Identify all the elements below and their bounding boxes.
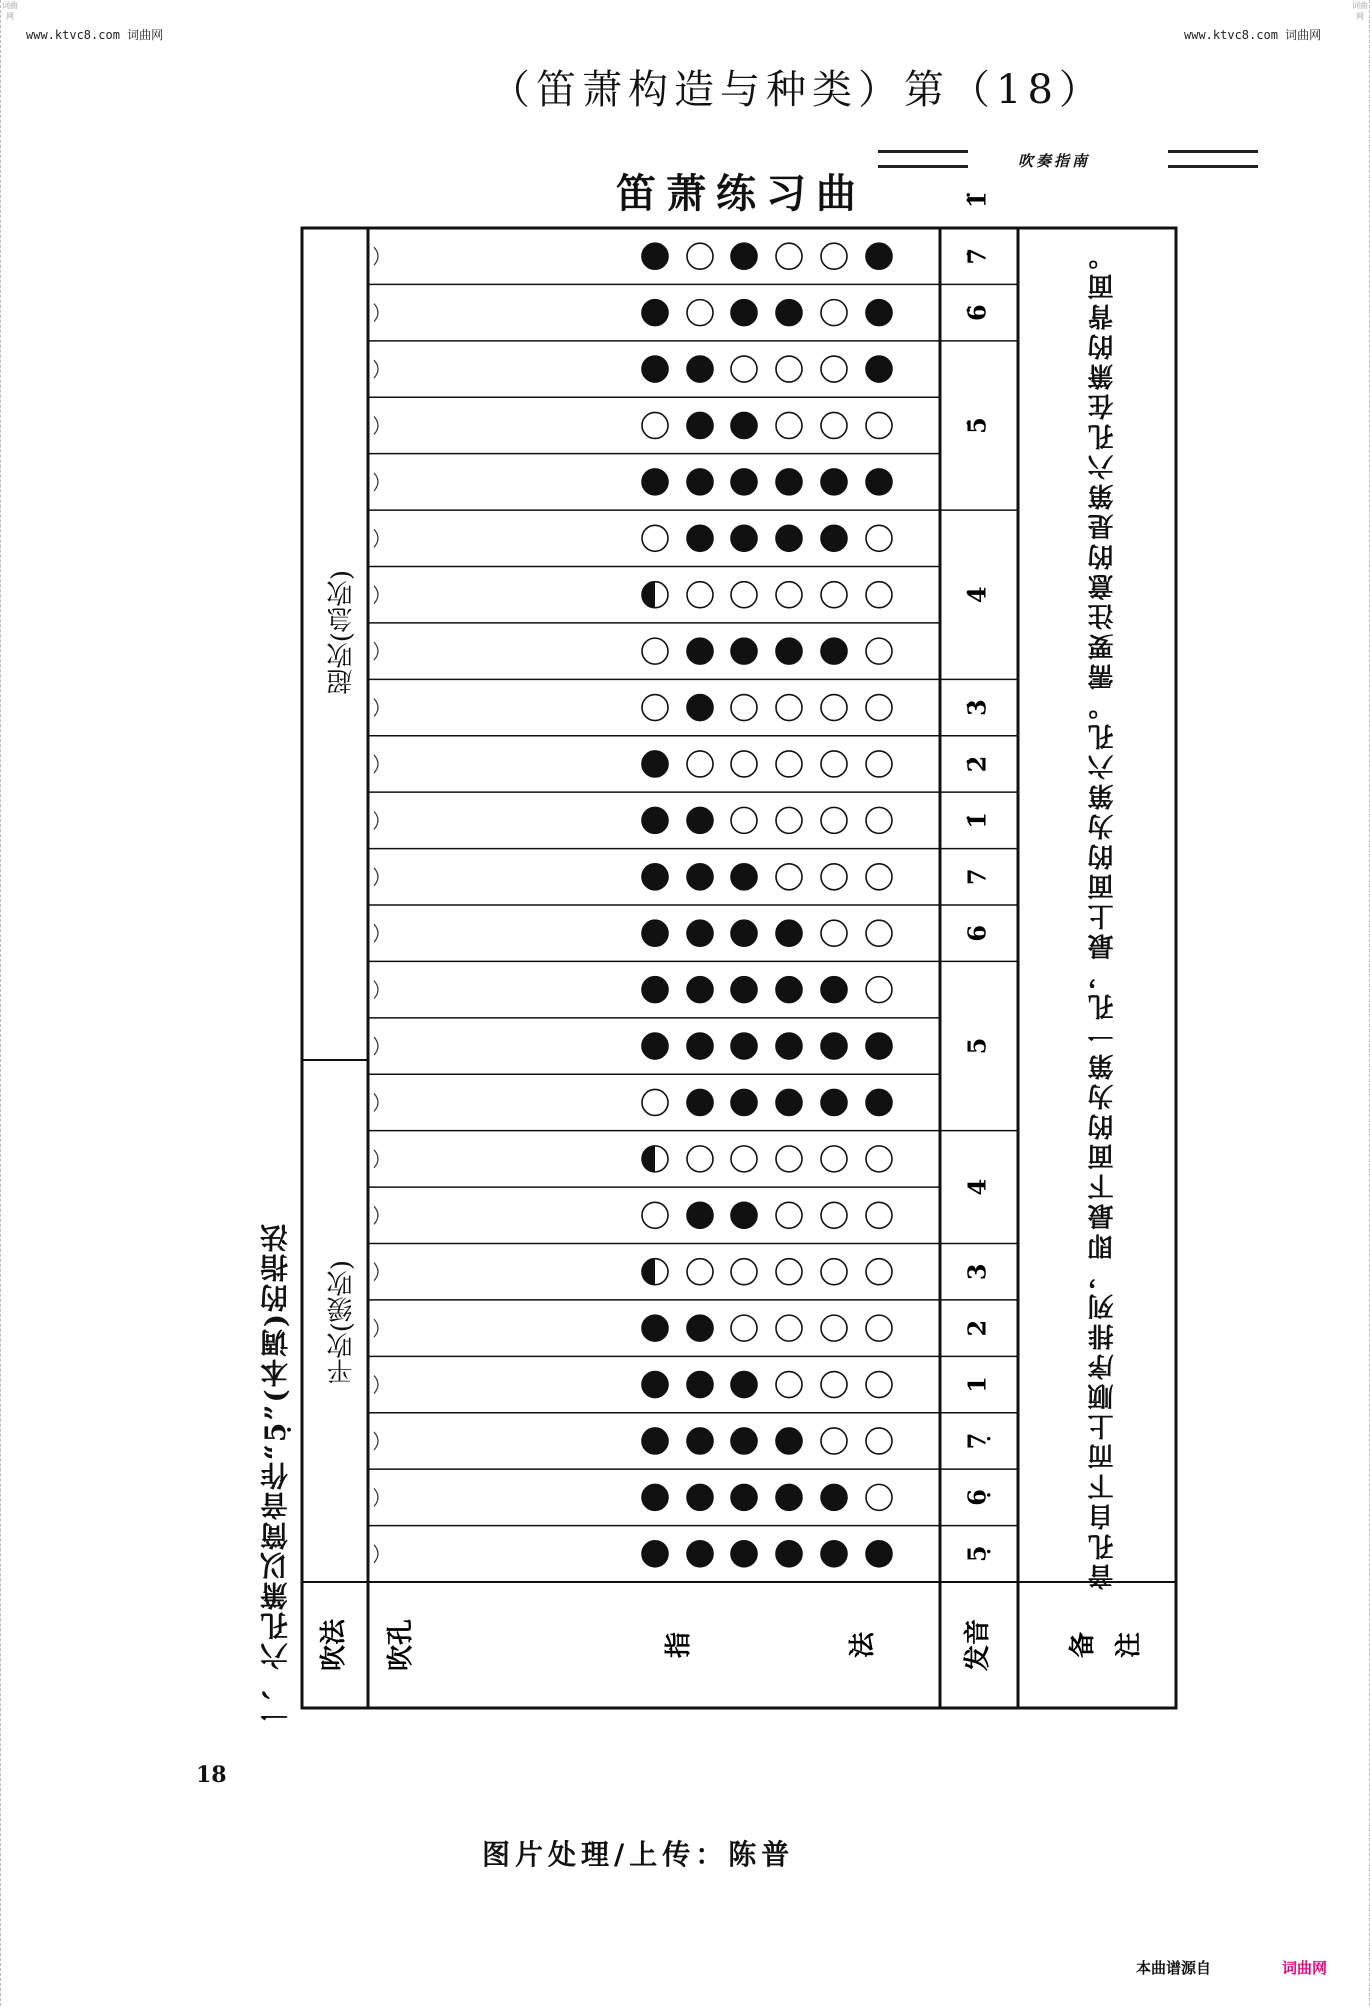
hole-closed bbox=[776, 525, 802, 551]
site-watermark-right: www.ktvc8.com 词曲网 bbox=[1184, 28, 1322, 42]
pitch-label: 5̇ bbox=[962, 417, 992, 434]
section-heading: 笛萧练习曲 bbox=[616, 170, 866, 217]
hole-closed bbox=[687, 977, 713, 1003]
hole-closed bbox=[866, 300, 892, 326]
page-title: （笛萧构造与种类）第（18） bbox=[490, 67, 1105, 113]
hole-closed bbox=[687, 695, 713, 721]
hole-open bbox=[866, 1372, 892, 1398]
hole-open bbox=[731, 807, 757, 833]
pitch-label: 3 bbox=[962, 1263, 992, 1281]
header-pitch: 发音 bbox=[963, 1618, 993, 1672]
hole-closed bbox=[821, 638, 847, 664]
pitch-label: 1̈ bbox=[962, 191, 992, 209]
hole-half-fill bbox=[642, 582, 655, 608]
hole-open bbox=[642, 1089, 668, 1115]
hole-open bbox=[866, 412, 892, 438]
hole-closed bbox=[642, 1033, 668, 1059]
hole-open bbox=[776, 695, 802, 721]
blow-hole-mark bbox=[374, 529, 378, 547]
blow-hole-mark bbox=[374, 868, 378, 886]
hole-closed bbox=[731, 525, 757, 551]
hole-closed bbox=[687, 1372, 713, 1398]
hole-closed bbox=[731, 864, 757, 890]
hole-closed bbox=[642, 356, 668, 382]
hole-closed bbox=[687, 356, 713, 382]
hole-open bbox=[731, 1146, 757, 1172]
pitch-label: 5 bbox=[962, 1037, 992, 1055]
hole-open bbox=[731, 582, 757, 608]
hole-open bbox=[866, 1428, 892, 1454]
hole-closed bbox=[642, 469, 668, 495]
hole-closed bbox=[866, 469, 892, 495]
hole-open bbox=[821, 1315, 847, 1341]
pitch-label: 1̇ bbox=[962, 812, 992, 829]
hole-closed bbox=[731, 1484, 757, 1510]
hole-open bbox=[731, 751, 757, 777]
pitch-label: 2̇ bbox=[962, 755, 992, 773]
blow-hole-mark bbox=[374, 473, 378, 491]
hole-closed bbox=[731, 243, 757, 269]
hole-open bbox=[866, 864, 892, 890]
blow-hole-mark bbox=[374, 642, 378, 660]
hole-closed bbox=[866, 356, 892, 382]
blow-hole-mark bbox=[374, 1545, 378, 1563]
header-hole: 吹孔 bbox=[386, 1618, 416, 1672]
hole-open bbox=[866, 807, 892, 833]
hole-half-fill bbox=[642, 1146, 655, 1172]
hole-open bbox=[866, 582, 892, 608]
hole-closed bbox=[821, 469, 847, 495]
header-fingering-a: 指 bbox=[664, 1631, 694, 1659]
pitch-label: 5̣ bbox=[962, 1545, 992, 1563]
hole-open bbox=[687, 243, 713, 269]
hole-closed bbox=[866, 1089, 892, 1115]
hole-open bbox=[866, 638, 892, 664]
hole-closed bbox=[642, 977, 668, 1003]
hole-closed bbox=[776, 1428, 802, 1454]
header-remark-b: 注 bbox=[1114, 1631, 1144, 1659]
pitch-label: 2 bbox=[962, 1319, 992, 1337]
blow-hole-mark bbox=[374, 811, 378, 829]
hole-open bbox=[776, 412, 802, 438]
pitch-label: 3̇ bbox=[962, 699, 992, 716]
pitch-label: 1 bbox=[962, 1376, 992, 1393]
hole-open bbox=[821, 1146, 847, 1172]
hole-closed bbox=[731, 1089, 757, 1115]
hole-closed bbox=[687, 807, 713, 833]
hole-open bbox=[866, 977, 892, 1003]
hole-open bbox=[687, 300, 713, 326]
pitch-label: 7̣ bbox=[962, 1432, 992, 1450]
hole-closed bbox=[642, 864, 668, 890]
hole-open bbox=[821, 300, 847, 326]
hole-open bbox=[821, 1259, 847, 1285]
hole-closed bbox=[687, 1428, 713, 1454]
hole-closed bbox=[642, 751, 668, 777]
hole-closed bbox=[642, 807, 668, 833]
header-fingering-b: 法 bbox=[848, 1631, 878, 1659]
hole-closed bbox=[731, 1541, 757, 1567]
hole-closed bbox=[687, 412, 713, 438]
hole-closed bbox=[731, 300, 757, 326]
hole-open bbox=[776, 356, 802, 382]
hole-closed bbox=[821, 1541, 847, 1567]
blow-hole-mark bbox=[374, 1093, 378, 1111]
hole-closed bbox=[687, 1541, 713, 1567]
hole-open bbox=[776, 751, 802, 777]
hole-closed bbox=[821, 1033, 847, 1059]
group-label-normal: 平吹(缓吹) bbox=[327, 1260, 357, 1385]
pitch-label: 7 bbox=[962, 868, 992, 886]
hole-open bbox=[821, 243, 847, 269]
hole-closed bbox=[821, 525, 847, 551]
hole-closed bbox=[642, 920, 668, 946]
hole-closed bbox=[776, 977, 802, 1003]
hole-closed bbox=[731, 920, 757, 946]
source-label: 本曲谱源自 bbox=[1136, 1959, 1212, 1977]
hole-open bbox=[776, 807, 802, 833]
blow-hole-mark bbox=[374, 247, 378, 265]
hole-closed bbox=[687, 1202, 713, 1228]
site-watermark-left: www.ktvc8.com 词曲网 bbox=[26, 28, 164, 42]
pitch-label: 6̣ bbox=[962, 1489, 992, 1506]
hole-open bbox=[821, 695, 847, 721]
hole-open bbox=[821, 412, 847, 438]
hole-closed bbox=[866, 1541, 892, 1567]
credit-line: 图片处理/上传：陈普 bbox=[482, 1838, 795, 1871]
hole-closed bbox=[776, 1541, 802, 1567]
blow-hole-mark bbox=[374, 1150, 378, 1168]
hole-open bbox=[687, 582, 713, 608]
hole-open bbox=[821, 1428, 847, 1454]
hole-open bbox=[776, 1372, 802, 1398]
pitch-label: 4 bbox=[962, 1178, 992, 1196]
hole-open bbox=[866, 751, 892, 777]
pitch-label: 6̇ bbox=[962, 304, 992, 321]
hole-closed bbox=[776, 1089, 802, 1115]
hole-open bbox=[642, 412, 668, 438]
remark-text: 音孔自下而上顺序排列，即最下面的为第一孔，最上面的为第六孔。需要注意的是第六孔在箫的背面。 bbox=[1088, 240, 1118, 1590]
edge-watermark-text: 词曲网 bbox=[2, 1, 18, 21]
hole-closed bbox=[776, 920, 802, 946]
hole-closed bbox=[731, 977, 757, 1003]
hole-open bbox=[866, 1259, 892, 1285]
blow-hole-mark bbox=[374, 1488, 378, 1506]
hole-open bbox=[821, 920, 847, 946]
blow-hole-mark bbox=[374, 1432, 378, 1450]
blow-hole-mark bbox=[374, 1263, 378, 1281]
blow-hole-mark bbox=[374, 360, 378, 378]
hole-closed bbox=[866, 243, 892, 269]
blow-hole-mark bbox=[374, 755, 378, 773]
hole-half-fill bbox=[642, 1259, 655, 1285]
hole-closed bbox=[687, 864, 713, 890]
hole-open bbox=[687, 751, 713, 777]
hole-closed bbox=[687, 1315, 713, 1341]
hole-closed bbox=[776, 469, 802, 495]
hole-open bbox=[866, 695, 892, 721]
hole-closed bbox=[731, 1372, 757, 1398]
hole-open bbox=[821, 582, 847, 608]
header-remark-a: 备 bbox=[1068, 1631, 1098, 1659]
hole-closed bbox=[866, 1033, 892, 1059]
hole-open bbox=[642, 695, 668, 721]
hole-closed bbox=[776, 300, 802, 326]
hole-closed bbox=[642, 1315, 668, 1341]
blow-hole-mark bbox=[374, 304, 378, 322]
side-caption: 一、六孔箫以筒音作“5̣”(本调)的指法 bbox=[259, 1222, 292, 1731]
source-site-link[interactable]: 词曲网 bbox=[1282, 1959, 1328, 1977]
hole-open bbox=[687, 1146, 713, 1172]
hole-open bbox=[642, 1202, 668, 1228]
hole-open bbox=[821, 356, 847, 382]
hole-closed bbox=[821, 977, 847, 1003]
hole-open bbox=[642, 638, 668, 664]
hole-closed bbox=[821, 1484, 847, 1510]
hole-open bbox=[866, 920, 892, 946]
blow-hole-mark bbox=[374, 1037, 378, 1055]
hole-open bbox=[776, 582, 802, 608]
hole-open bbox=[821, 864, 847, 890]
blow-hole-mark bbox=[374, 1376, 378, 1394]
hole-closed bbox=[687, 1484, 713, 1510]
group-label-super: 超吹(急吹) bbox=[327, 570, 357, 695]
hole-closed bbox=[687, 1089, 713, 1115]
blow-hole-mark bbox=[374, 699, 378, 717]
hole-closed bbox=[687, 469, 713, 495]
hole-open bbox=[821, 1372, 847, 1398]
hole-closed bbox=[731, 412, 757, 438]
hole-closed bbox=[776, 1484, 802, 1510]
hole-closed bbox=[687, 920, 713, 946]
hole-closed bbox=[642, 300, 668, 326]
hole-closed bbox=[642, 1541, 668, 1567]
hole-open bbox=[776, 1202, 802, 1228]
guide-label: 吹奏指南 bbox=[1018, 152, 1091, 170]
hole-closed bbox=[642, 1428, 668, 1454]
hole-closed bbox=[642, 1372, 668, 1398]
hole-open bbox=[866, 1146, 892, 1172]
hole-closed bbox=[821, 1089, 847, 1115]
blow-hole-mark bbox=[374, 981, 378, 999]
hole-closed bbox=[731, 1202, 757, 1228]
hole-open bbox=[821, 1202, 847, 1228]
hole-closed bbox=[776, 1033, 802, 1059]
header-method: 吹法 bbox=[319, 1618, 349, 1672]
hole-closed bbox=[642, 1484, 668, 1510]
pitch-label: 7̇ bbox=[962, 247, 992, 265]
hole-closed bbox=[731, 638, 757, 664]
hole-closed bbox=[731, 469, 757, 495]
hole-open bbox=[731, 1315, 757, 1341]
hole-open bbox=[776, 1146, 802, 1172]
page-number: 18 bbox=[196, 1762, 227, 1788]
hole-open bbox=[821, 751, 847, 777]
hole-closed bbox=[731, 1428, 757, 1454]
hole-open bbox=[776, 864, 802, 890]
hole-closed bbox=[776, 638, 802, 664]
hole-open bbox=[776, 1259, 802, 1285]
hole-open bbox=[687, 1259, 713, 1285]
hole-open bbox=[776, 1315, 802, 1341]
edge-watermark-text: 词曲网 bbox=[1352, 1, 1368, 21]
hole-open bbox=[821, 807, 847, 833]
blow-hole-mark bbox=[374, 1319, 378, 1337]
hole-open bbox=[642, 525, 668, 551]
hole-closed bbox=[731, 1033, 757, 1059]
hole-open bbox=[731, 356, 757, 382]
hole-open bbox=[731, 695, 757, 721]
hole-open bbox=[866, 1484, 892, 1510]
hole-open bbox=[866, 1202, 892, 1228]
hole-open bbox=[866, 525, 892, 551]
pitch-label: 6 bbox=[962, 924, 992, 942]
blow-hole-mark bbox=[374, 1206, 378, 1224]
blow-hole-mark bbox=[374, 416, 378, 434]
blow-hole-mark bbox=[374, 924, 378, 942]
hole-closed bbox=[642, 243, 668, 269]
hole-closed bbox=[687, 1033, 713, 1059]
pitch-label: 4̇ bbox=[962, 586, 992, 604]
hole-open bbox=[776, 243, 802, 269]
hole-open bbox=[731, 1259, 757, 1285]
hole-closed bbox=[687, 525, 713, 551]
blow-hole-mark bbox=[374, 586, 378, 604]
hole-open bbox=[866, 1315, 892, 1341]
hole-closed bbox=[687, 638, 713, 664]
